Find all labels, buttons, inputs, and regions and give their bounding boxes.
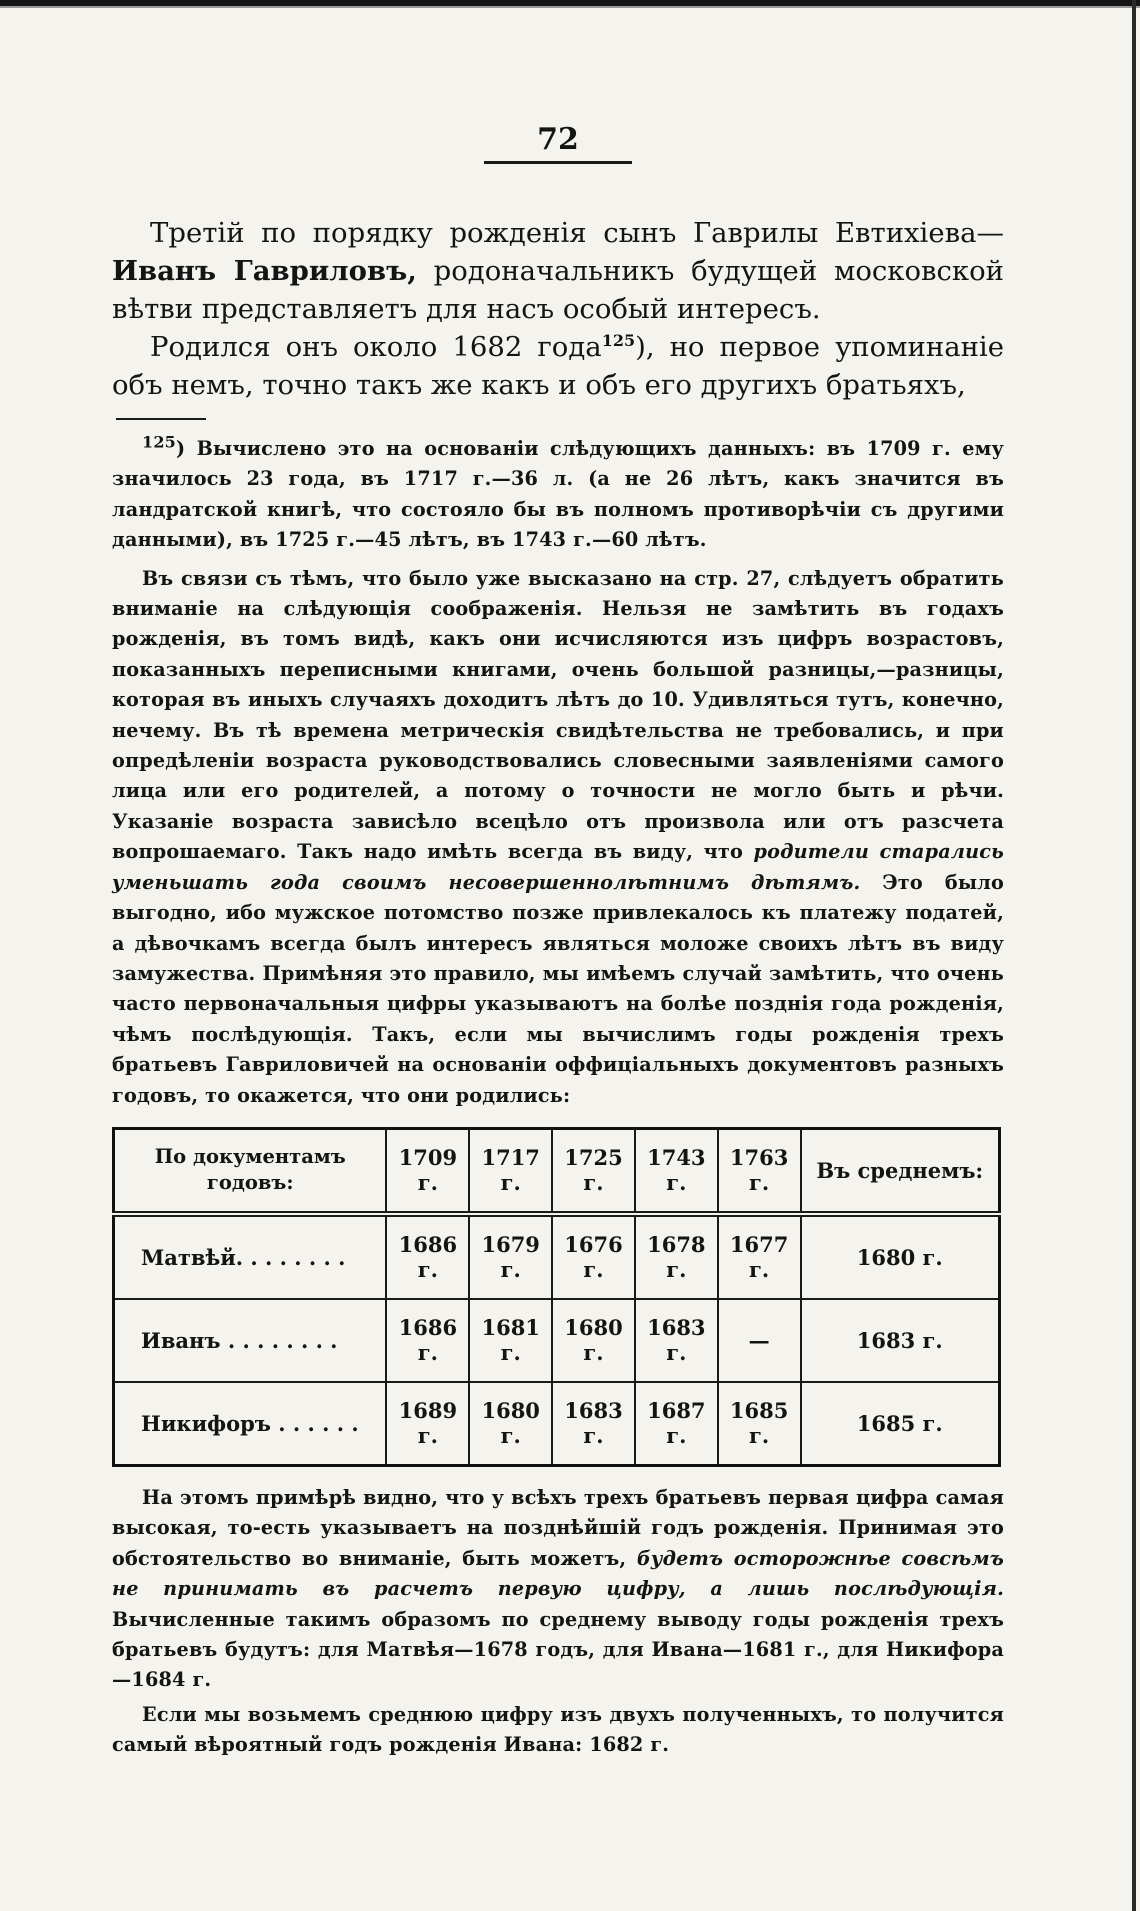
row-value: 1680 г. [552,1299,635,1382]
note-italic: родители старались уменьшать года своимъ несовершеннолѣтнимъ дѣтямъ. [112,840,1004,894]
birth-years-table [112,1127,1001,1467]
main-paragraph-1 [112,214,1004,328]
row-value: 1679 г. [469,1214,552,1299]
scan-edge-top [0,0,1140,14]
note-part-1: Въ связи съ тѣмъ, что было уже высказано на стр. 27, слѣдуетъ обратить вниманіе на слѣдующія соображенія. Нельзя не замѣтить въ годахъ рожденія, въ томъ видѣ, какъ они исчисляются изъ цифръ возрастовъ, показанныхъ переписными книгами, очень большой разницы,—разницы, которая въ иныхъ случаяхъ доходитъ лѣтъ до 10. Удивляться тутъ, конечно, нечему. Въ тѣ времена метрическія свидѣтельства не требовались, и при опредѣленіи возраста руководствовались словесными заявленіями самого лица или его родителей, а потому о точности не могло быть и рѣчи. Указаніе возраста зависѣло всецѣло отъ произвола или отъ разсчета вопрошаемаго. Такъ надо имѣть всегда въ виду, что [112,566,1004,864]
row-name: Иванъ . . . . . . . . [114,1299,387,1382]
note-part-2: Это было выгодно, ибо мужское потомство позже привлекалось къ платежу податей, а дѣвочкамъ всегда былъ интересъ являться моложе своихъ лѣтъ въ виду замужества. Примѣняя это правило, мы имѣемъ случай замѣтить, что очень часто первоначальныя цифры указываютъ на болѣе позднія года рожденія, чѣмъ послѣдующія. Такъ, если мы вычислимъ годы рожденія трехъ братьевъ Гавриловичей на основаніи оффиціальныхъ документовъ разныхъ годовъ, то окажется, что они родились: [112,870,1004,1107]
row-average: 1683 г. [801,1299,1000,1382]
p1-rest: родоначальникъ будущей московской вѣтви представляетъ для насъ особый интересъ. [112,255,1004,325]
header-year: 1725 г. [552,1128,635,1214]
p2-after: ), но первое упоминаніе объ немъ, точно такъ же какъ и объ его другихъ братьяхъ, [112,331,1004,401]
footnote [112,434,1004,556]
after-part-1: На этомъ примѣрѣ видно, что у всѣхъ трехъ братьевъ первая цифра самая высокая, то-есть указываетъ на позднѣйшій годъ рожденія. Принимая это обстоятельство во вниманіе, быть можетъ, [112,1485,1004,1570]
scan-edge-right [1122,0,1140,1911]
row-value: 1686 г. [386,1214,469,1299]
row-value: 1683 г. [552,1382,635,1466]
table-header-row [114,1128,1000,1214]
after-part-2: Вычисленные такимъ образомъ по среднему выводу годы рожденія трехъ братьевъ будутъ: для Матвѣя—1678 годъ, для Ивана—1681 г., для Никифора—1684 г. [112,1607,1004,1692]
row-value: 1681 г. [469,1299,552,1382]
after-italic: будетъ осторожнѣе совсѣмъ не принимать въ расчетъ первую цифру, а лишь послѣдующія. [112,1546,1004,1601]
header-documents: По документамъ годовъ: [114,1128,387,1214]
footnote-text: ) Вычислено это на основаніи слѣдующихъ данныхъ: въ 1709 г. ему значилось 23 года, въ 1717 г.—36 л. (а не 26 лѣтъ, какъ значится въ ландратской книгѣ, что состояло бы въ полномъ противорѣчіи съ другими данными), въ 1725 г.—45 лѣтъ, въ 1743 г.—60 лѣтъ. [112,437,1004,552]
note-paragraph [112,564,1004,1111]
row-value: 1680 г. [469,1382,552,1466]
footnote-ref: 125 [601,330,636,350]
header-year: 1763 г. [718,1128,801,1214]
header-year: 1717 г. [469,1128,552,1214]
header-year: 1709 г. [386,1128,469,1214]
row-value: 1683 г. [635,1299,718,1382]
page-number-rule [484,161,632,164]
birth-years-table-wrap [112,1127,1004,1467]
footnote-number: 125 [142,432,176,452]
main-paragraph-2 [112,328,1004,404]
table-row [114,1382,1000,1466]
row-value: — [718,1299,801,1382]
row-value: 1687 г. [635,1382,718,1466]
row-value: 1676 г. [552,1214,635,1299]
p1-name: Иванъ Гавриловъ, [112,255,417,287]
row-average: 1685 г. [801,1382,1000,1466]
p2-before: Родился онъ около 1682 года [150,331,602,363]
row-value: 1686 г. [386,1299,469,1382]
row-value: 1689 г. [386,1382,469,1466]
row-value: 1677 г. [718,1214,801,1299]
row-name: Никифоръ . . . . . . [114,1382,387,1466]
page-number: 72 [537,122,579,157]
row-value: 1678 г. [635,1214,718,1299]
header-average: Въ среднемъ: [801,1128,1000,1214]
row-value: 1685 г. [718,1382,801,1466]
table-row [114,1214,1000,1299]
p1-lead: Третій по порядку рожденія сынъ Гаврилы Евтихіева— [150,217,1004,249]
row-average: 1680 г. [801,1214,1000,1299]
conclusion-paragraph [112,1483,1004,1696]
footnote-separator [116,418,206,420]
table-row [114,1299,1000,1382]
header-year: 1743 г. [635,1128,718,1214]
book-page [112,122,1004,1761]
row-name: Матвѣй. . . . . . . . [114,1214,387,1299]
final-paragraph: Если мы возьмемъ среднюю цифру изъ двухъ полученныхъ, то получится самый вѣроятный годъ рожденія Ивана: 1682 г. [112,1702,1004,1757]
